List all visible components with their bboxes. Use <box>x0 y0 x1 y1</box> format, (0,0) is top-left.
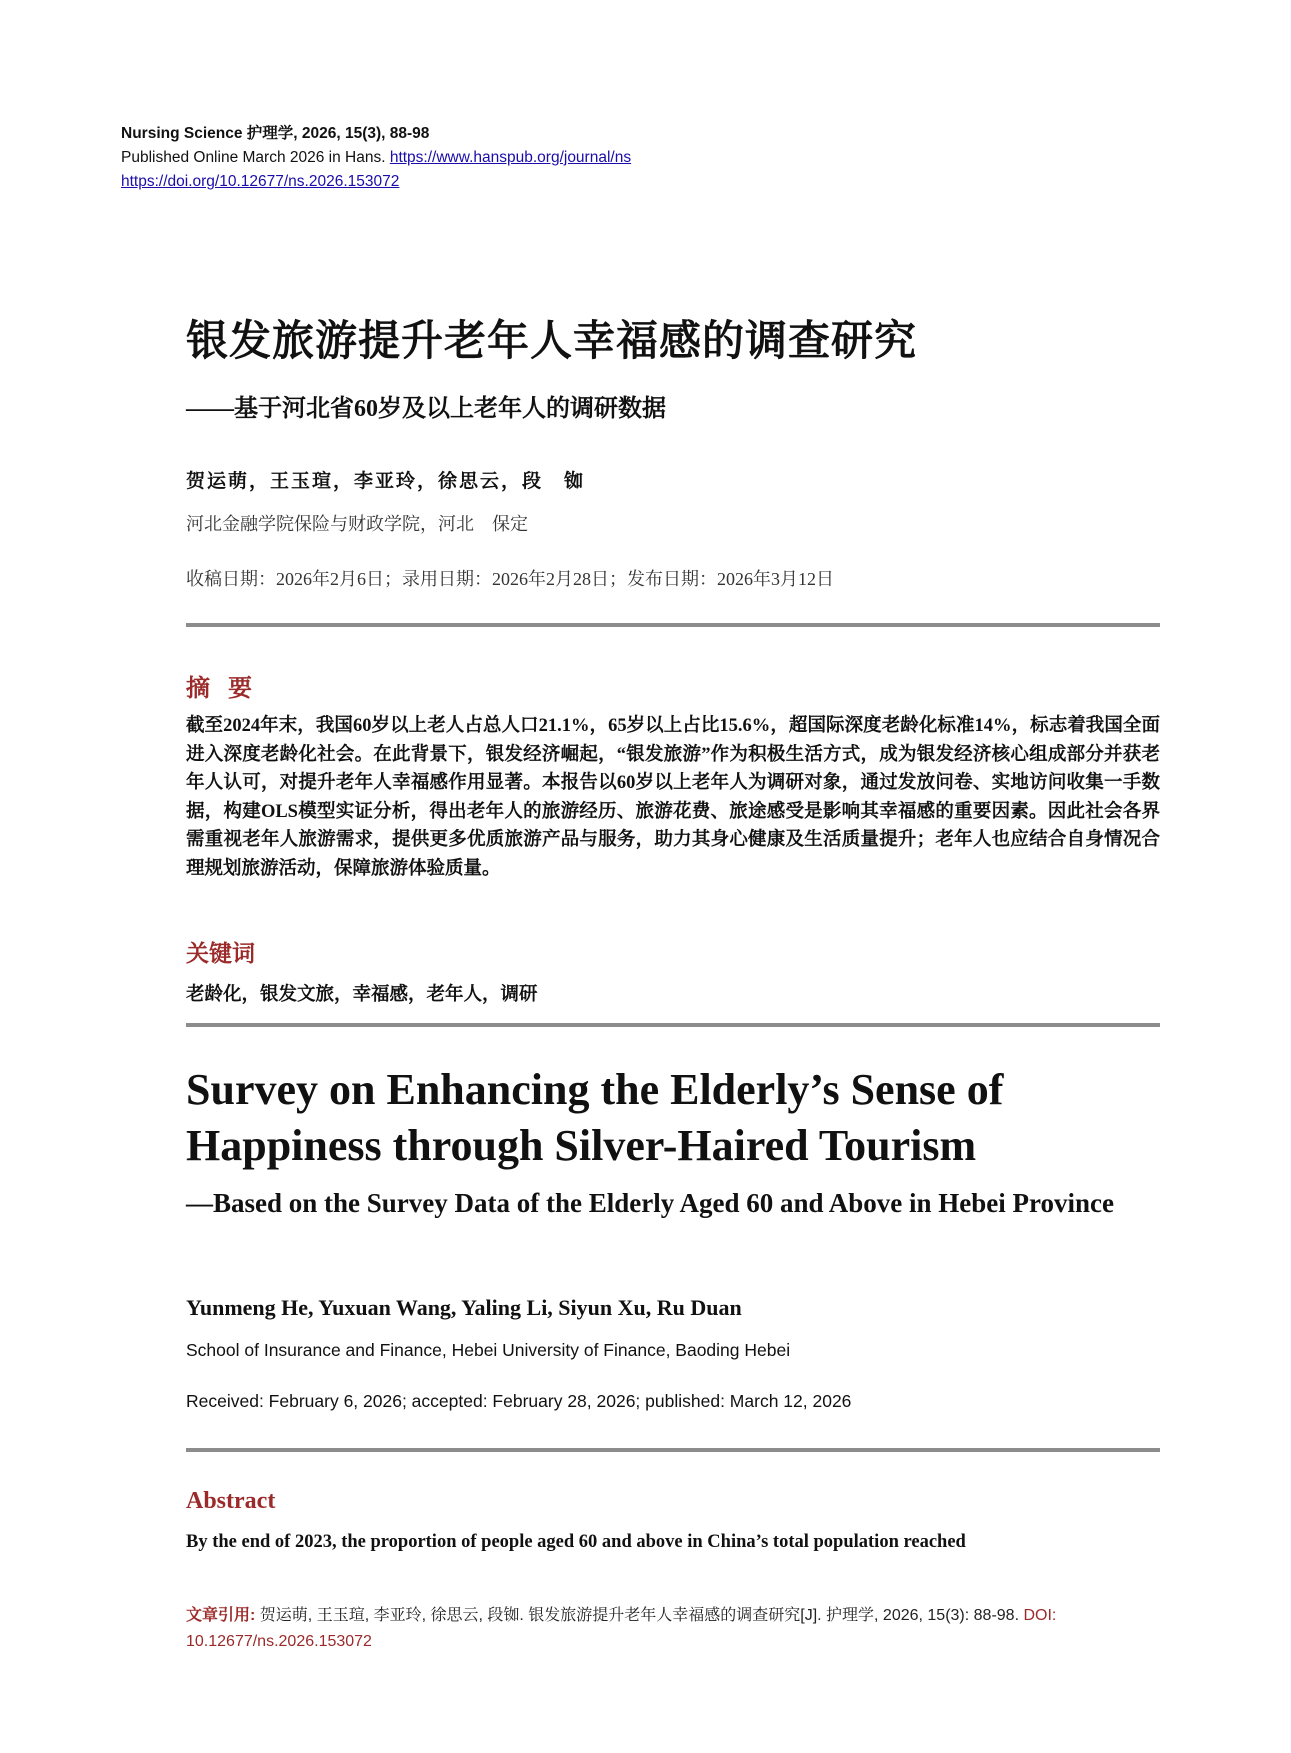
chinese-title: 银发旅游提升老年人幸福感的调查研究 <box>186 319 918 365</box>
journal-url-link[interactable]: https://www.hanspub.org/journal/ns <box>389 149 632 166</box>
english-abstract-heading: Abstract <box>186 1488 276 1514</box>
published-online-line <box>121 146 1021 170</box>
english-dates: Received: February 6, 2026; accepted: February 28, 2026; published: March 12, 2026 <box>186 1391 852 1411</box>
citation-doi: DOI: 10.12677/ns.2026.153072 <box>186 1607 1057 1650</box>
chinese-keywords-heading: 关键词 <box>186 941 255 966</box>
chinese-keywords: 老龄化，银发文旅，幸福感，老年人，调研 <box>186 985 538 1005</box>
chinese-dates: 收稿日期：2026年2月6日；录用日期：2026年2月28日；发布日期：2026年3月12日 <box>186 569 834 589</box>
section-divider <box>186 623 1160 627</box>
journal-header <box>121 122 1021 194</box>
english-title: Survey on Enhancing the Elderly’s Sense of Happiness through Silver-Haired Tourism <box>186 1065 1004 1170</box>
chinese-subtitle: ——基于河北省60岁及以上老年人的调研数据 <box>186 396 666 422</box>
chinese-abstract: 截至2024年末，我国60岁以上老人占总人口21.1%，65岁以上占比15.6%，超国际深度老龄化标准14%，标志着我国全面进入深度老龄化社会。在此背景下，银发经济崛起，“银发旅游”作为积极生活方式，成为银发经济核心组成部分并获老年人认可，对提升老年人幸福感作用显著。本报告以60岁以上老年人为调研对象，通过发放问卷、实地访问收集一手数据，构建OLS模型实证分析，得出老年人的旅游经历、旅游花费、旅途感受是影响其幸福感的重要因素。因此社会各界需重视老年人旅游需求，提供更多优质旅游产品与服务，助力其身心健康及生活质量提升；老年人也应结合自身情况合理规划旅游活动，保障旅游体验质量。 <box>186 716 1160 879</box>
chinese-abstract-heading: 摘要 <box>186 676 270 702</box>
citation-label: 文章引用: <box>186 1607 256 1624</box>
doi-line <box>121 170 1021 194</box>
section-divider <box>186 1023 1160 1027</box>
chinese-authors: 贺运萌，王玉瑄，李亚玲，徐思云，段 铷 <box>186 471 586 492</box>
published-prefix: Published Online March 2026 in Hans. <box>121 149 386 166</box>
section-divider <box>186 1448 1160 1452</box>
journal-citation-line: Nursing Science 护理学, 2026, 15(3), 88-98 <box>121 125 430 142</box>
citation-text: 贺运萌, 王玉瑄, 李亚玲, 徐思云, 段铷. 银发旅游提升老年人幸福感的调查研究[J]. 护理学, 2026, 15(3): 88-98. <box>259 1607 1020 1624</box>
article-citation <box>186 1603 1160 1655</box>
english-subtitle: —Based on the Survey Data of the Elderly Aged 60 and Above in Hebei Province <box>186 1188 1115 1218</box>
english-authors: Yunmeng He, Yuxuan Wang, Yaling Li, Siyun Xu, Ru Duan <box>186 1295 742 1320</box>
chinese-affiliation: 河北金融学院保险与财政学院，河北 保定 <box>186 514 528 534</box>
english-affiliation: School of Insurance and Finance, Hebei University of Finance, Baoding Hebei <box>186 1340 791 1360</box>
doi-url-link[interactable]: https://doi.org/10.12677/ns.2026.153072 <box>121 173 400 190</box>
english-abstract: By the end of 2023, the proportion of people aged 60 and above in China’s total population reached <box>186 1532 966 1552</box>
